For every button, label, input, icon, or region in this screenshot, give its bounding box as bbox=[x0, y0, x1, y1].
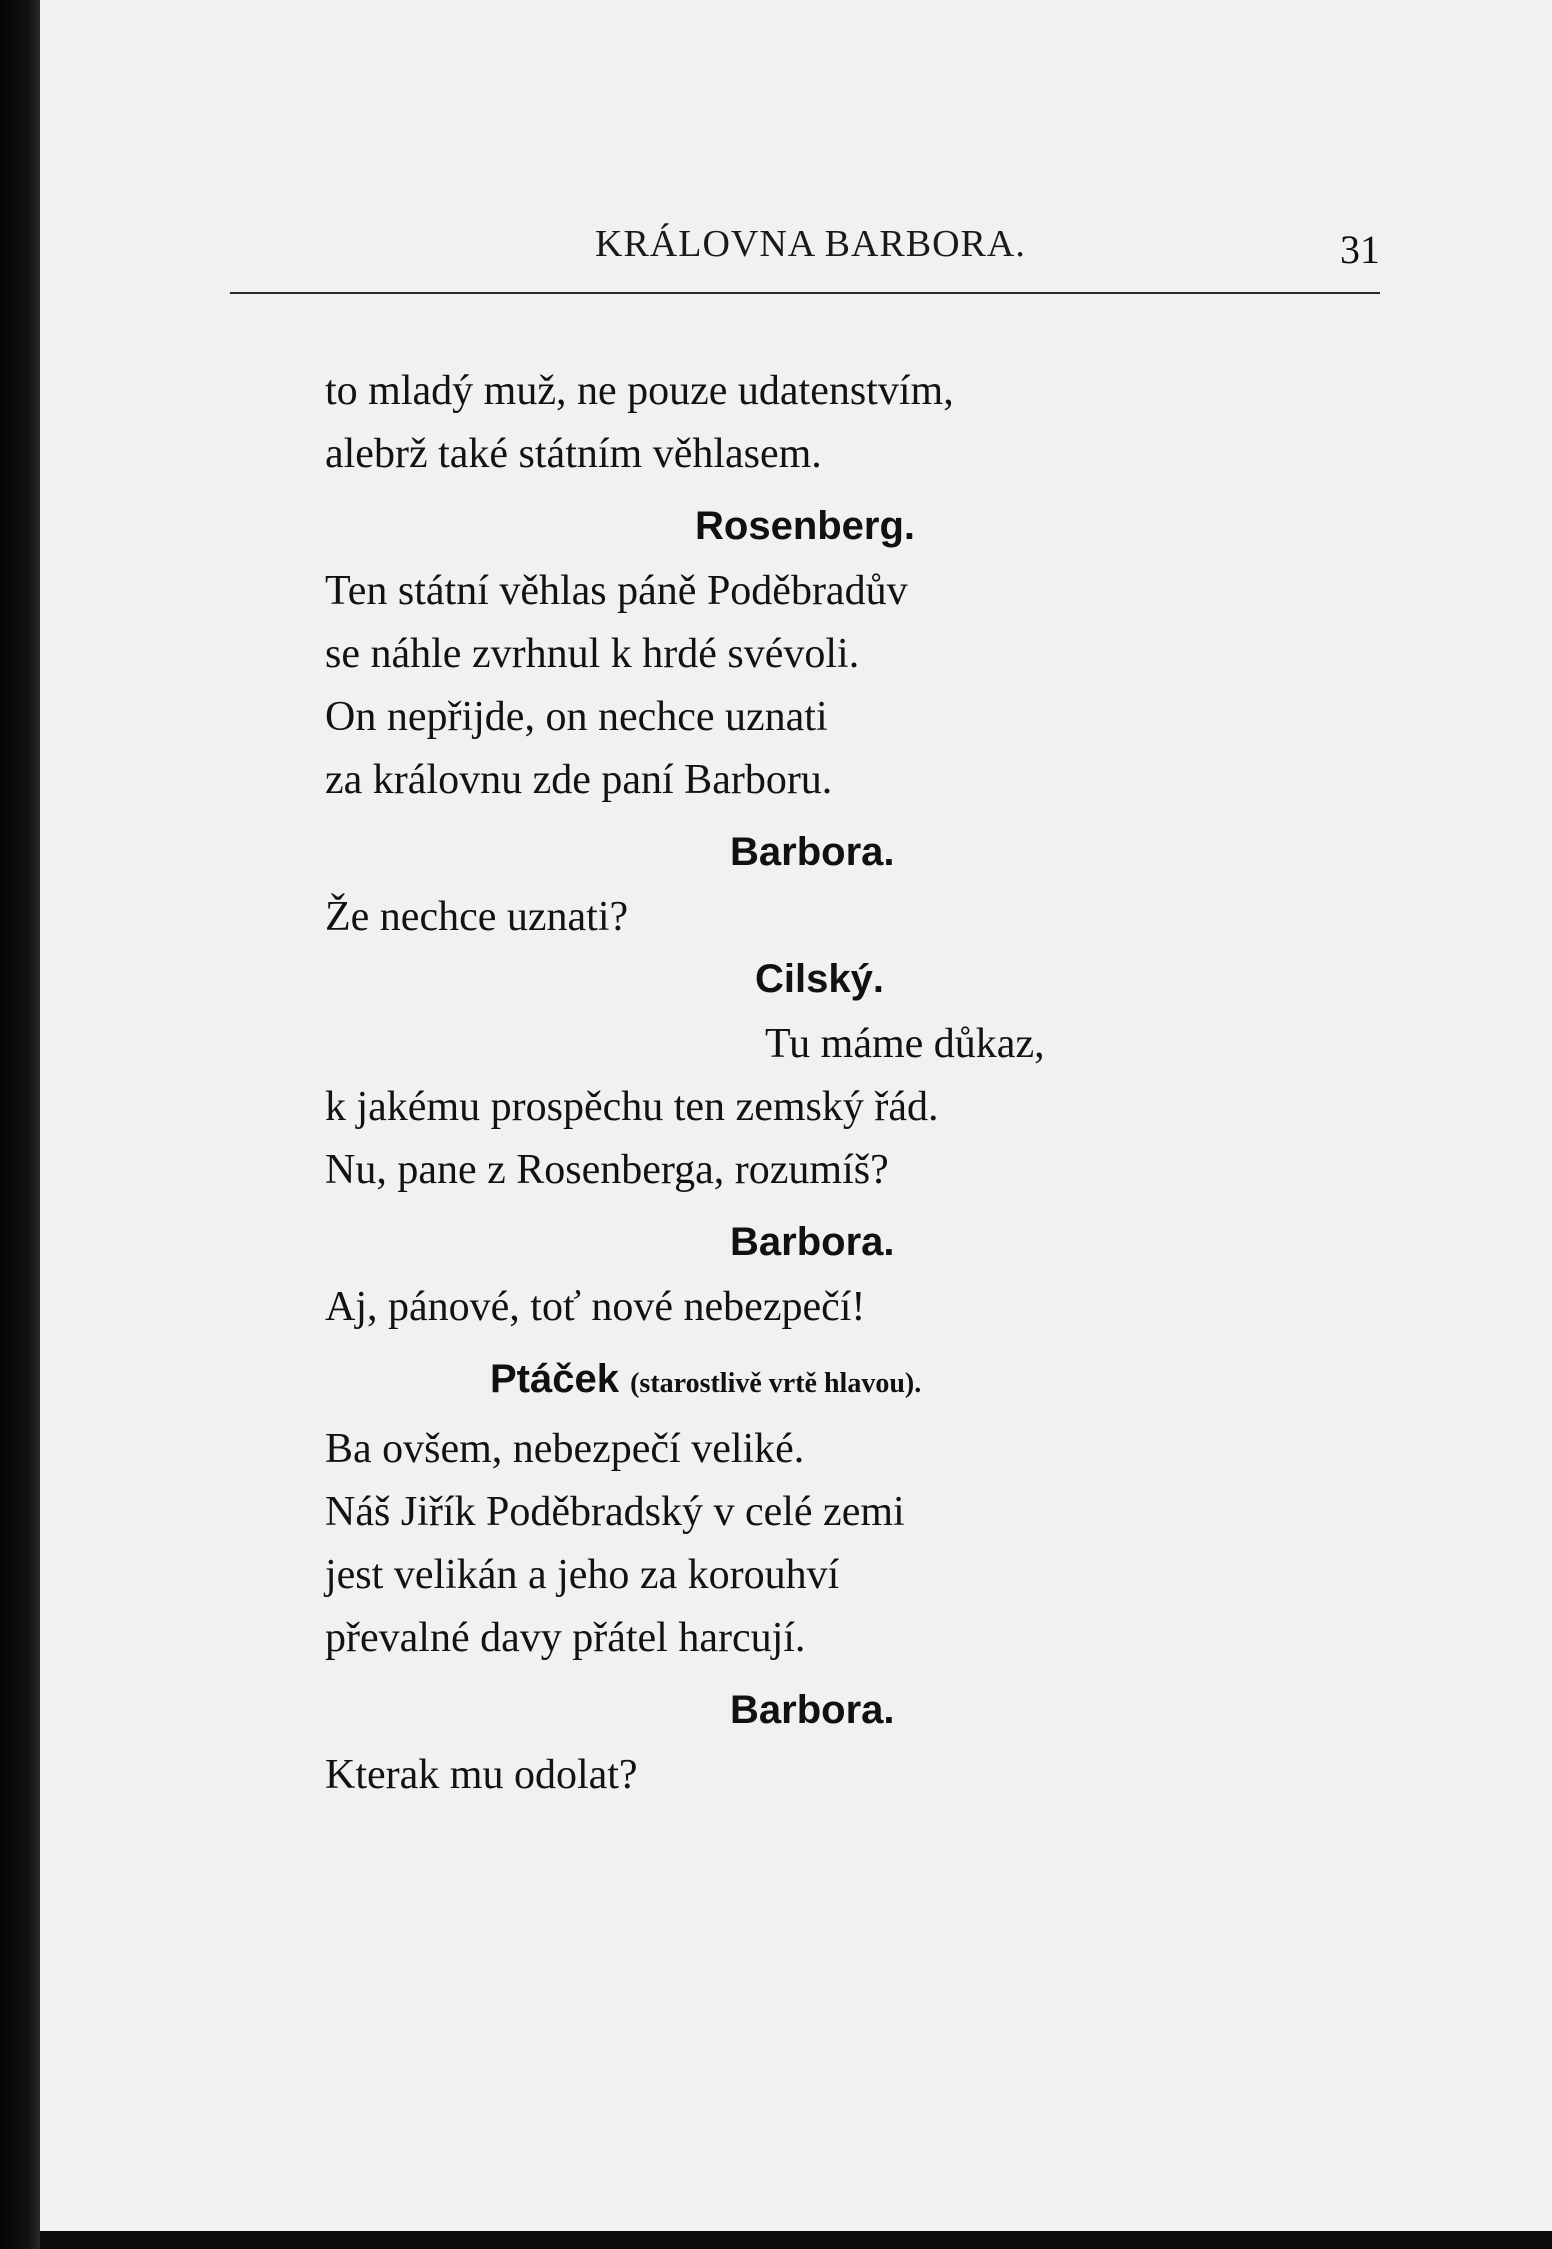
verse-block bbox=[325, 1418, 1375, 1670]
verse-block bbox=[325, 360, 1375, 486]
speaker-name: Barbora. bbox=[730, 1220, 895, 1264]
verse-line: to mladý muž, ne pouze udatenstvím, bbox=[325, 368, 954, 414]
header-rule bbox=[230, 292, 1380, 294]
speaker-name: Rosenberg. bbox=[695, 504, 916, 548]
verse-block bbox=[325, 1276, 1375, 1339]
page-number: 31 bbox=[1340, 227, 1380, 272]
running-title: KRÁLOVNA BARBORA. bbox=[595, 223, 1026, 265]
drama-text bbox=[325, 360, 1375, 1807]
verse-line: se náhle zvrhnul k hrdé svévoli. bbox=[325, 631, 860, 677]
stage-direction: (starostlivě vrtě hlavou). bbox=[630, 1368, 922, 1399]
verse-line: za královnu zde paní Barboru. bbox=[325, 757, 833, 803]
verse-line: alebrž také státním věhlasem. bbox=[325, 431, 822, 477]
verse-line: Že nechce uznati? bbox=[325, 894, 629, 940]
verse-block bbox=[325, 1744, 1375, 1807]
verse-block bbox=[325, 1013, 1375, 1202]
book-page bbox=[40, 0, 1552, 2249]
verse-line: převalné davy přátel harcují. bbox=[325, 1615, 806, 1661]
speaker-name: Cilský. bbox=[755, 957, 884, 1001]
scan-bottom-border bbox=[40, 2231, 1552, 2249]
verse-line: Ba ovšem, nebezpečí veliké. bbox=[325, 1426, 805, 1472]
verse-line: k jakému prospěchu ten zemský řád. bbox=[325, 1084, 939, 1130]
verse-block bbox=[325, 560, 1375, 812]
speaker-line bbox=[325, 1353, 1375, 1410]
verse-line: Ten státní věhlas páně Poděbradův bbox=[325, 568, 908, 614]
verse-line: Kterak mu odolat? bbox=[325, 1752, 638, 1798]
verse-line: Nu, pane z Rosenberga, rozumíš? bbox=[325, 1147, 889, 1193]
verse-line: Tu máme důkaz, bbox=[765, 1021, 1045, 1067]
page-header bbox=[230, 218, 1380, 278]
scan-left-border bbox=[0, 0, 40, 2249]
verse-block bbox=[325, 886, 1375, 949]
verse-line: Náš Jiřík Poděbradský v celé zemi bbox=[325, 1489, 905, 1535]
verse-line: Aj, pánové, toť nové nebezpečí! bbox=[325, 1284, 866, 1330]
verse-line: On nepřijde, on nechce uznati bbox=[325, 694, 828, 740]
speaker-name: Barbora. bbox=[730, 1688, 895, 1732]
speaker-name: Ptáček bbox=[490, 1357, 619, 1401]
speaker-name: Barbora. bbox=[730, 830, 895, 874]
verse-line: jest velikán a jeho za korouhví bbox=[325, 1552, 840, 1598]
